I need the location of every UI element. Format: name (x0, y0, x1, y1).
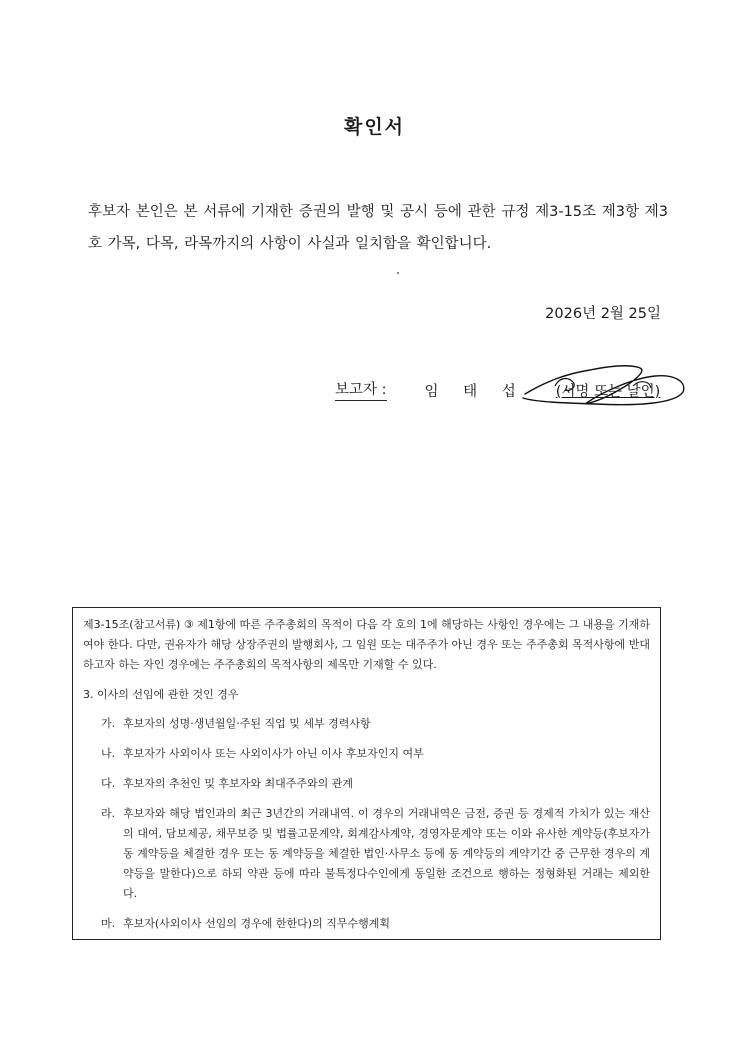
document-title: 확인서 (343, 116, 406, 138)
sub-item-mark: 가. (101, 717, 116, 730)
reporter-name: 임 태 섭 (424, 384, 526, 400)
sub-item-da (101, 774, 650, 794)
confirmation-body-text: 후보자 본인은 본 서류에 기재한 증권의 발행 및 공시 등에 관한 규정 제3-15조 제3항 제3호 가목, 다목, 라목까지의 사항이 사실과 일치함을 확인합니다. (88, 204, 668, 252)
sub-item-mark: 다. (101, 777, 116, 790)
sub-item-ma (101, 914, 650, 934)
sub-item-text: 후보자가 사외이사 또는 사외이사가 아닌 이사 후보자인지 여부 (123, 747, 424, 760)
sub-item-ra (101, 804, 650, 904)
reference-intro: 제3-15조(참고서류) ③ 제1항에 따른 주주총회의 목적이 다음 각 호의 1에 해당하는 사항인 경우에는 그 내용을 기재하여야 한다. 다만, 권유자가 해당 상장주권의 발행회사, 그 임원 또는 대주주가 아닌 경우 또는 주주총회 목적사항에 반대하고자 하는 자인 경우에는 주주총회의 목적사항의 제목만 기재할 수 있다. (83, 618, 650, 671)
sub-item-text: 후보자(사외이사 선임의 경우에 한한다)의 직무수행계획 (123, 917, 390, 930)
seal-label: (서명 또는 날인) (555, 384, 661, 400)
sub-item-text: 후보자의 성명·생년월일·주된 직업 및 세부 경력사항 (123, 717, 371, 730)
sub-item-mark: 라. (101, 807, 116, 820)
sub-item-mark: 마. (101, 917, 116, 930)
reference-item-heading: 3. 이사의 선임에 관한 것인 경우 (83, 688, 239, 701)
sub-item-na (101, 744, 650, 764)
reference-box (72, 607, 661, 940)
sub-item-text: 후보자의 추천인 및 후보자와 최대주주와의 관계 (123, 777, 354, 790)
reporter-line (335, 378, 660, 401)
reporter-label: 보고자 : (335, 378, 387, 401)
sub-item-mark: 나. (101, 747, 116, 760)
sub-item-ga (101, 714, 650, 734)
scan-speck (397, 272, 399, 274)
sub-item-text: 후보자와 해당 법인과의 최근 3년간의 거래내역. 이 경우의 거래내역은 금전, 증권 등 경제적 가치가 있는 재산의 대여, 담보제공, 채무보증 및 법률고문계약, 회계감사계약, 경영자문계약 또는 이와 유사한 계약등(후보자가 동 계약등을 체결한 경우 또는 동 계약등을 체결한 법인·사무소 등에 동 계약등의 계약기간 중 근무한 경우의 계약등을 말한다)으로 하되 약관 등에 따라 불특정다수인에게 동일한 조건으로 행하는 정형화된 거래는 제외한다. (123, 807, 650, 900)
document-date: 2026년 2월 25일 (545, 306, 661, 322)
